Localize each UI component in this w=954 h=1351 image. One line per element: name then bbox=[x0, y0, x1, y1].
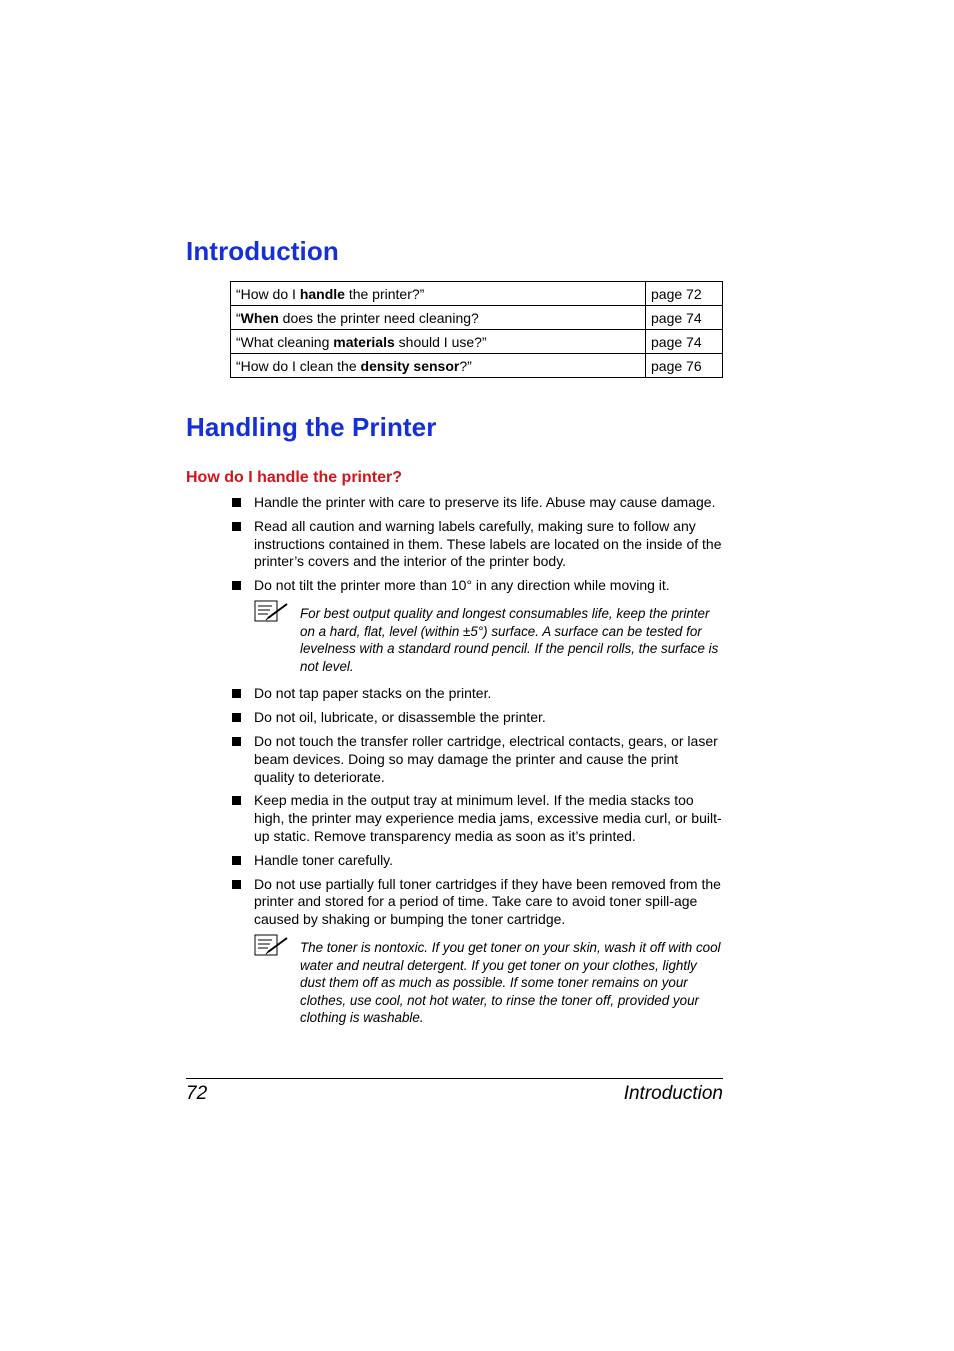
table-row bbox=[231, 330, 723, 354]
topic-cell: “When does the printer need cleaning? bbox=[231, 306, 646, 330]
list-item: Do not tilt the printer more than 10° in any direction while moving it. bbox=[232, 577, 722, 595]
bullet-icon bbox=[232, 880, 241, 889]
bullet-icon bbox=[232, 689, 241, 698]
topic-cell: “How do I clean the density sensor?” bbox=[231, 354, 646, 378]
bullet-icon bbox=[232, 796, 241, 805]
note-pencil-icon bbox=[254, 598, 290, 624]
page-ref-link[interactable]: page 72 bbox=[646, 282, 723, 306]
page-number: 72 bbox=[186, 1083, 208, 1104]
page-ref-link[interactable]: page 74 bbox=[646, 306, 723, 330]
list-item: Read all caution and warning labels carefully, making sure to follow any instructions contained in them. These labels are located on the inside of the printer’s covers and the interior of the printer body. bbox=[232, 518, 722, 571]
page-ref-link[interactable]: page 74 bbox=[646, 330, 723, 354]
list-item: Do not use partially full toner cartridges if they have been removed from the printer and stored for a period of time. Take care to avoid toner spill-age caused by shaking or bumping the toner cartridge. bbox=[232, 876, 722, 929]
section-title: Introduction bbox=[186, 236, 339, 266]
note-block: For best output quality and longest consumables life, keep the printer on a hard, flat, level (within ±5°) surface. A surface can be tested for levelness with a standard round pencil. If the pencil rolls, the surface is not level. bbox=[232, 605, 722, 675]
chapter-heading: Handling the Printer bbox=[186, 412, 437, 442]
bullet-list bbox=[232, 494, 722, 1037]
list-item: Do not tap paper stacks on the printer. bbox=[232, 685, 722, 703]
list-item: Handle toner carefully. bbox=[232, 852, 722, 870]
bullet-icon bbox=[232, 737, 241, 746]
list-item: Do not touch the transfer roller cartridge, electrical contacts, gears, or laser beam devices. Doing so may damage the printer and cause the print quality to deteriorate. bbox=[232, 733, 722, 786]
bullet-icon bbox=[232, 856, 241, 865]
note-pencil-icon bbox=[254, 932, 290, 958]
subsection-heading: How do I handle the printer? bbox=[186, 469, 402, 486]
topic-cell: “How do I handle the printer?” bbox=[231, 282, 646, 306]
page-ref-link[interactable]: page 76 bbox=[646, 354, 723, 378]
topic-table bbox=[230, 281, 723, 378]
bullet-icon bbox=[232, 522, 241, 531]
list-item: Handle the printer with care to preserve its life. Abuse may cause damage. bbox=[232, 494, 722, 512]
bullet-icon bbox=[232, 581, 241, 590]
footer-section-title: Introduction bbox=[623, 1083, 723, 1104]
table-row bbox=[231, 354, 723, 378]
note-block: The toner is nontoxic. If you get toner on your skin, wash it off with cool water and neutral detergent. If you get toner on your clothes, lightly dust them off as much as possible. If some toner remains on your clothes, use cool, not hot water, to rinse the toner off, provided your clothing is washable. bbox=[232, 939, 722, 1027]
table-row bbox=[231, 282, 723, 306]
list-item: Keep media in the output tray at minimum level. If the media stacks too high, the printer may experience media jams, excessive media curl, or built-up static. Remove transparency media as soon as it’s printed. bbox=[232, 792, 722, 845]
bullet-icon bbox=[232, 713, 241, 722]
topic-cell: “What cleaning materials should I use?” bbox=[231, 330, 646, 354]
list-item: Do not oil, lubricate, or disassemble the printer. bbox=[232, 709, 722, 727]
bullet-icon bbox=[232, 498, 241, 507]
table-row bbox=[231, 306, 723, 330]
footer-divider bbox=[186, 1078, 723, 1079]
